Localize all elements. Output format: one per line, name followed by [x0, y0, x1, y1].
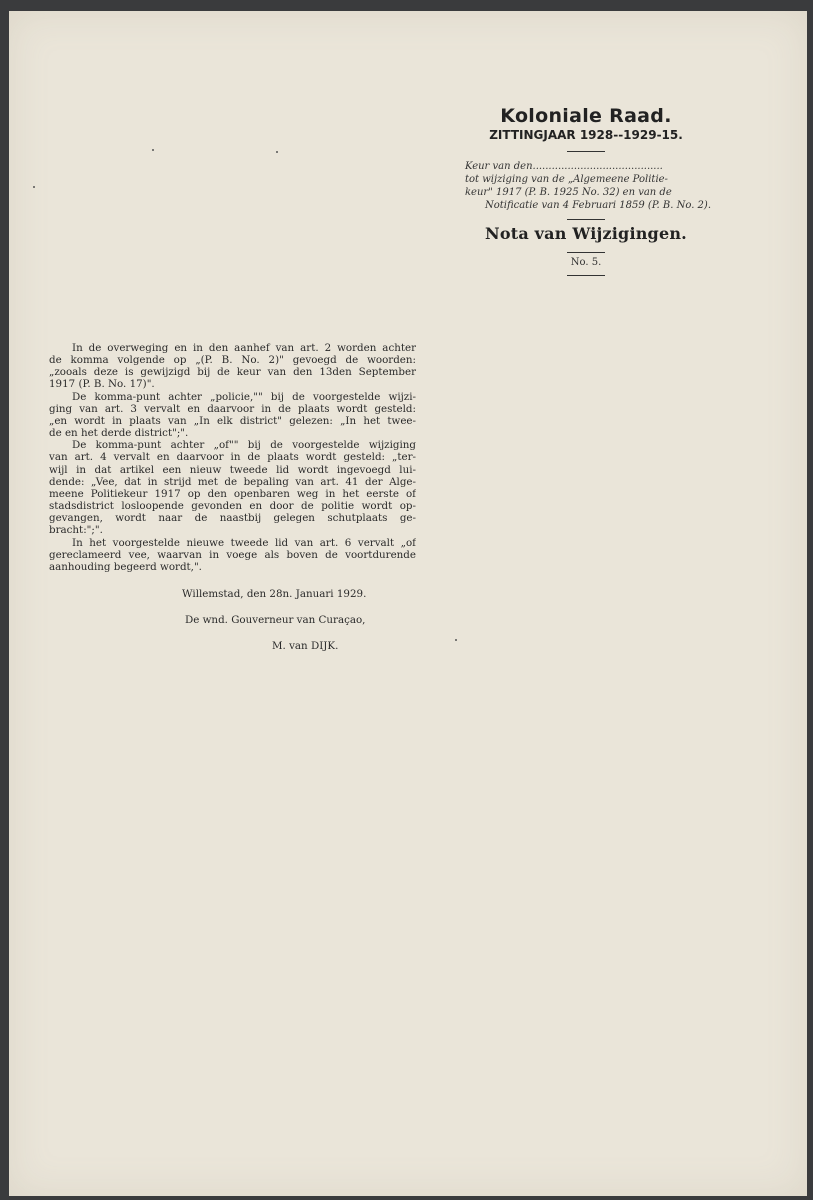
paper-speck: [152, 149, 154, 151]
text-line: stadsdistrict losloopende gevonden en door de politie wordt op-: [49, 500, 416, 513]
council-title: Koloniale Raad.: [500, 105, 672, 127]
text-line: de komma volgende op „(P. B. No. 2)" gevoegd de woorden:: [49, 354, 416, 367]
paper-speck: [276, 151, 278, 153]
place-date: Willemstad, den 28n. Januari 1929.: [182, 588, 367, 600]
subject-line: Keur van den.........................................: [465, 161, 663, 172]
text-line: De komma-punt achter „policie,"" bij de voorgestelde wijzi-: [72, 390, 416, 403]
text-line: gevangen, wordt naar de naastbij gelegen schutplaats ge-: [49, 512, 416, 525]
document-header: [461, 105, 711, 284]
divider: [567, 219, 605, 220]
text-line: de en het derde district";".: [49, 427, 189, 440]
text-line: In de overweging en in den aanhef van art. 2 worden achter: [72, 342, 416, 354]
text-line: ging van art. 3 vervalt en daarvoor in de plaats wordt gesteld:: [49, 402, 416, 415]
nota-title: Nota van Wijzigingen.: [485, 224, 687, 243]
text-line: meene Politiekeur 1917 op den openbaren weg in het eerste of: [49, 487, 416, 500]
divider: [567, 275, 605, 276]
signatory-role: De wnd. Gouverneur van Curaçao,: [185, 614, 366, 626]
session-year: ZITTINGJAAR 1928--1929-15.: [489, 128, 683, 142]
amendment-text: [49, 342, 416, 573]
text-line: 1917 (P. B. No. 17)".: [49, 378, 155, 391]
divider: [567, 252, 605, 253]
text-line: „zooals deze is gewijzigd bij de keur van den 13den September: [49, 366, 416, 379]
text-line: De komma-punt achter „of"" bij de voorgestelde wijziging: [72, 439, 416, 452]
subject-line: keur" 1917 (P. B. 1925 No. 32) en van de: [465, 187, 672, 198]
subject-line: tot wijziging van de „Algemeene Politie-: [465, 174, 668, 185]
paper-speck: [455, 639, 457, 641]
paper-speck: [33, 186, 35, 188]
text-line: gereclameerd vee, waarvan in voege als boven de voortdurende: [49, 548, 416, 561]
text-line: In het voorgestelde nieuwe tweede lid van art. 6 vervalt „of: [72, 536, 416, 549]
document-page: [9, 11, 807, 1196]
signatory-name: M. van DIJK.: [272, 640, 339, 652]
text-line: wijl in dat artikel een nieuw tweede lid wordt ingevoegd lui-: [49, 463, 416, 476]
subject-line: Notificatie van 4 Februari 1859 (P. B. No. 2).: [484, 200, 711, 211]
text-line: aanhouding begeerd wordt,".: [49, 560, 202, 573]
subject-text: [461, 160, 711, 212]
divider: [567, 151, 605, 152]
nota-number: No. 5.: [570, 257, 602, 268]
text-line: dende: „Vee, dat in strijd met de bepaling van art. 41 der Alge-: [49, 475, 416, 488]
text-line: „en wordt in plaats van „In elk district" gelezen: „In het twee-: [49, 414, 416, 427]
text-line: bracht:";".: [49, 524, 103, 537]
text-line: van art. 4 vervalt en daarvoor in de plaats wordt gesteld: „ter-: [49, 451, 416, 464]
